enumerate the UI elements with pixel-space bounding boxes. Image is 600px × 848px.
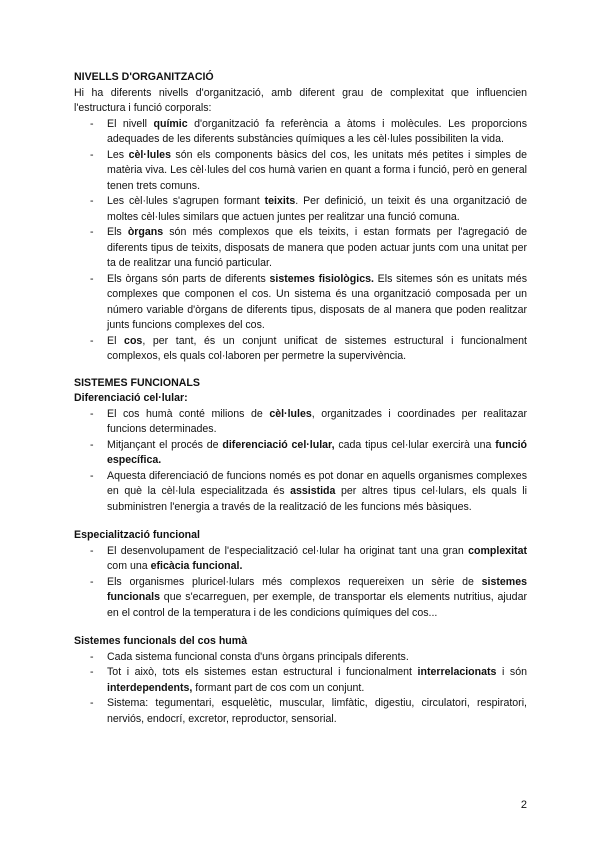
list-item: - El cos humà conté milions de cèl·lules, organitzades i coordinades per realitazar funcions determinades. bbox=[74, 407, 527, 438]
page-number: 2 bbox=[520, 799, 527, 811]
diferenciacio-list bbox=[74, 407, 527, 516]
list-item: - Aquesta diferenciació de funcions només es pot donar en aquells organismes complexes en què la cèl·lula especialitzada és assistida per altres tipus cel·lulars, els quals li subministren l'energia a través de la realització de les funcions més bàsiques. bbox=[74, 469, 527, 516]
list-item: - Els òrgans són més complexos que els teixits, i estan formats per l'agregació de diferents tipus de teixits, disposats de manera que poden actuar junts com una unitat per ta de realitzar una funció particular. bbox=[74, 225, 527, 272]
especialitzacio-list bbox=[74, 544, 527, 622]
section-title-sistemes: SISTEMES FUNCIONALS bbox=[74, 376, 200, 389]
list-item: - El cos, per tant, és un conjunt unificat de sistemes estructural i funcionalment complexos, els quals col·laboren per permetre la supervivència. bbox=[74, 334, 527, 365]
subsection-title-especialitzacio: Especialització funcional bbox=[74, 529, 200, 541]
sistemes-cos-huma-list bbox=[74, 650, 527, 728]
list-item: - Les cèl·lules s'agrupen formant teixits. Per definició, un teixit és una organització de moltes cèl·lules similars que actuen juntes per realitzar una funció comuna. bbox=[74, 194, 527, 225]
list-item: - El nivell químic d'organització fa referència a àtoms i molècules. Les proporcions adequades de les diferents substàncies químiques a les cèl·lules possibiliten la vida. bbox=[74, 117, 527, 148]
list-item: - Els òrgans són parts de diferents sistemes fisiològics. Els sitemes són es unitats més complexes que componen el cos. Un sistema és una organització composada per un número variable d'òrgans de diferents tipus, disposats de al manera que poden realitzar junts funcions complexes del cos. bbox=[74, 272, 527, 334]
subsection-title-sistemes-cos-huma: Sistemes funcionals del cos humà bbox=[74, 635, 248, 647]
list-item: - Cada sistema funcional consta d'uns òrgans principals diferents. bbox=[74, 650, 527, 666]
subsection-title-diferenciacio: Diferenciació cel·lular: bbox=[74, 392, 188, 404]
list-item: - Mitjançant el procés de diferenciació cel·lular, cada tipus cel·lular exercirà una funció específica. bbox=[74, 438, 527, 469]
list-item: - El desenvolupament de l'especialització cel·lular ha originat tant una gran complexitat com una eficàcia funcional. bbox=[74, 544, 527, 575]
document-page bbox=[74, 70, 527, 727]
list-item: - Tot i això, tots els sistemes estan estructural i funcionalment interrelacionats i són interdependents, formant part de cos com un conjunt. bbox=[74, 665, 527, 696]
levels-list bbox=[74, 117, 527, 365]
list-item: - Les cèl·lules són els components bàsics del cos, les unitats més petites i simples de matèria viva. Les cèl·lules del cos humà varien en quant a forma i funció, però en general tenen trets comuns. bbox=[74, 148, 527, 195]
list-item: - Sistema: tegumentari, esquelètic, muscular, limfàtic, digestiu, circulatori, respiratori, nerviós, endocrí, excretor, reproductor, sensorial. bbox=[74, 696, 527, 727]
intro-paragraph: Hi ha diferents nivells d'organització, amb diferent grau de complexitat que influencien l'estructura i funció corporals: bbox=[74, 86, 527, 114]
list-item: - Els organismes pluricel·lulars més complexos requereixen un sèrie de sistemes funcionals que s'ecarreguen, per exemple, de transportar els elements nutritius, ajudar en el control de la temperatura i de les condicions químiques del cos... bbox=[74, 575, 527, 622]
section-title-nivells: NIVELLS D'ORGANITZACIÓ bbox=[74, 71, 214, 83]
